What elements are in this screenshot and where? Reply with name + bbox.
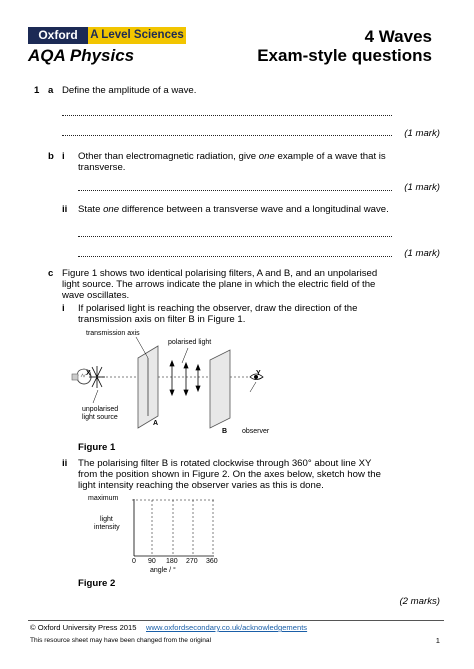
part-ci-line1: If polarised light is reaching the observer, draw the direction of the [78, 303, 358, 314]
subject-title: AQA Physics [28, 46, 135, 65]
question-number: 1 [34, 85, 40, 96]
part-c-label: c [48, 268, 54, 279]
figure-1-caption: Figure 1 [78, 442, 116, 453]
part-ci-label: i [62, 303, 65, 314]
figure-2-axes[interactable] [130, 496, 220, 566]
a-level-sciences-logo: A Level Sciences [88, 27, 186, 44]
tick-270: 270 [186, 558, 198, 565]
part-cii-label: ii [62, 458, 68, 469]
part-cii-line3: light intensity reaching the observer varies as this is done. [78, 480, 324, 491]
filter-b [210, 350, 230, 428]
part-bii-mark: (1 mark) [404, 248, 440, 259]
label-unpolarised-1: unpolarised [82, 406, 119, 413]
footer-copyright: © Oxford University Press 2015 [30, 623, 137, 632]
part-c-line1: Figure 1 shows two identical polarising filters, A and B, and an unpolarised [62, 268, 378, 279]
label-unpolarised-2: light source [82, 414, 118, 421]
part-bi-mark: (1 mark) [404, 182, 440, 193]
oxford-logo: Oxford [28, 27, 88, 44]
emphasis-text: one [103, 204, 120, 215]
footer-divider [28, 620, 444, 621]
part-a-label: a [48, 85, 54, 96]
label-maximum: maximum [88, 495, 119, 502]
label-intensity: intensity [94, 524, 120, 531]
label-light: light [100, 516, 113, 523]
answer-line[interactable] [78, 190, 392, 191]
label-a: A [153, 420, 159, 427]
part-c-line2: light source. The arrows indicate the plane in which the electric field of the [62, 279, 376, 290]
unpolarised-arrows [89, 366, 105, 388]
part-bi-text-line2: transverse. [78, 162, 126, 173]
footer-note: This resource sheet may have been changed from the original [30, 637, 212, 644]
figure-2-caption: Figure 2 [78, 578, 116, 589]
label-x: X [86, 370, 91, 377]
answer-line[interactable] [62, 115, 392, 116]
answer-line[interactable] [78, 236, 392, 237]
part-a-text: Define the amplitude of a wave. [62, 85, 197, 96]
text-segment: State [78, 204, 104, 215]
text-segment: example of a wave that is [274, 151, 386, 162]
label-transmission-axis: transmission axis [86, 330, 140, 337]
part-c-line3: wave oscillates. [62, 290, 130, 301]
emphasis-text: one [258, 151, 275, 162]
mark-text: (1 mark) [404, 128, 440, 139]
figure-1-diagram [70, 330, 310, 440]
page-number: 1 [435, 636, 440, 645]
tick-0: 0 [132, 558, 136, 565]
answer-line[interactable] [78, 256, 392, 257]
tick-180: 180 [166, 558, 178, 565]
part-b-label: b [48, 151, 54, 162]
answer-line[interactable] [62, 135, 392, 136]
acknowledgements-link[interactable]: www.oxfordsecondary.co.uk/acknowledgements [146, 623, 308, 632]
section-title: Exam-style questions [257, 46, 432, 65]
label-observer: observer [242, 428, 270, 435]
x-axis-label: angle / ° [150, 567, 176, 574]
part-cii-line2: from the position shown in Figure 2. On the axes below, sketch how the [78, 469, 381, 480]
part-cii-line1: The polarising filter B is rotated clockwise through 360° about line XY [78, 458, 372, 469]
part-ci-line2: transmission axis on filter B in Figure 1. [78, 314, 246, 325]
part-bi-text-line1 [78, 151, 386, 163]
label-polarised-light: polarised light [168, 339, 212, 346]
label-b: B [222, 428, 228, 435]
text-segment: difference between a transverse wave and a longitudinal wave. [119, 204, 389, 215]
chapter-title: 4 Waves [364, 27, 432, 46]
label-y: Y [256, 370, 261, 377]
part-bii-text [78, 204, 389, 216]
polarised-arrows [170, 361, 200, 395]
text-segment: Other than electromagnetic radiation, give [78, 151, 259, 162]
part-c-mark: (2 marks) [399, 596, 440, 607]
tick-90: 90 [148, 558, 156, 565]
tick-360: 360 [206, 558, 218, 565]
part-a-mark [404, 128, 440, 140]
part-bii-label: ii [62, 204, 68, 215]
part-bi-label: i [62, 151, 65, 162]
